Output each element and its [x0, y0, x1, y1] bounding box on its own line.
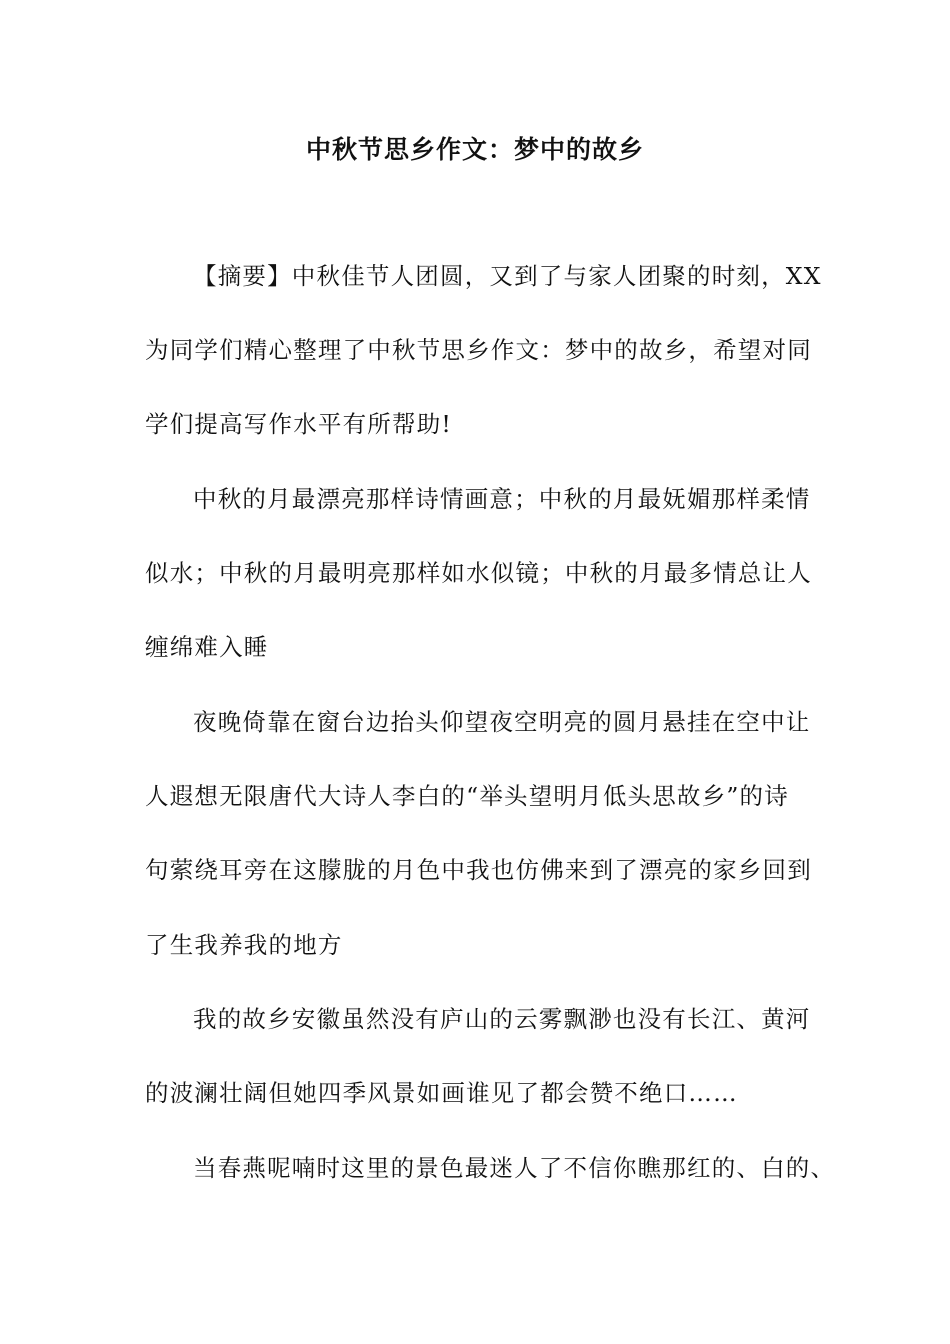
paragraph-line: 的波澜壮阔但她四季风景如画谁见了都会赞不绝口……	[145, 1079, 738, 1107]
paragraph-line: 当春燕呢喃时这里的景色最迷人了不信你瞧那红的、白的、	[193, 1154, 836, 1182]
paragraph-line: 学们提高写作水平有所帮助!	[145, 410, 453, 438]
paragraph-line: 似水；中秋的月最明亮那样如水似镜；中秋的月最多情总让人	[145, 559, 812, 587]
paragraph-line: 句萦绕耳旁在这朦胧的月色中我也仿佛来到了漂亮的家乡回到	[145, 856, 812, 884]
paragraph-line: 为同学们精心整理了中秋节思乡作文：梦中的故乡，希望对同	[145, 336, 812, 364]
paragraph-line: 我的故乡安徽虽然没有庐山的云雾飘渺也没有长江、黄河	[193, 1005, 811, 1033]
document-title: 中秋节思乡作文：梦中的故乡	[305, 135, 644, 164]
paragraph-line: 【摘要】中秋佳节人团圆，又到了与家人团聚的时刻，XX	[193, 262, 822, 290]
paragraph-line: 了生我养我的地方	[145, 931, 343, 959]
paragraph-line: 缠绵难入睡	[145, 633, 269, 661]
paragraph-line: 中秋的月最漂亮那样诗情画意；中秋的月最妩媚那样柔情	[193, 485, 811, 513]
paragraph-line: 夜晚倚靠在窗台边抬头仰望夜空明亮的圆月悬挂在空中让	[193, 708, 811, 736]
paragraph-line: 人遐想无限唐代大诗人李白的“举头望明月低头思故乡”的诗	[145, 782, 789, 810]
